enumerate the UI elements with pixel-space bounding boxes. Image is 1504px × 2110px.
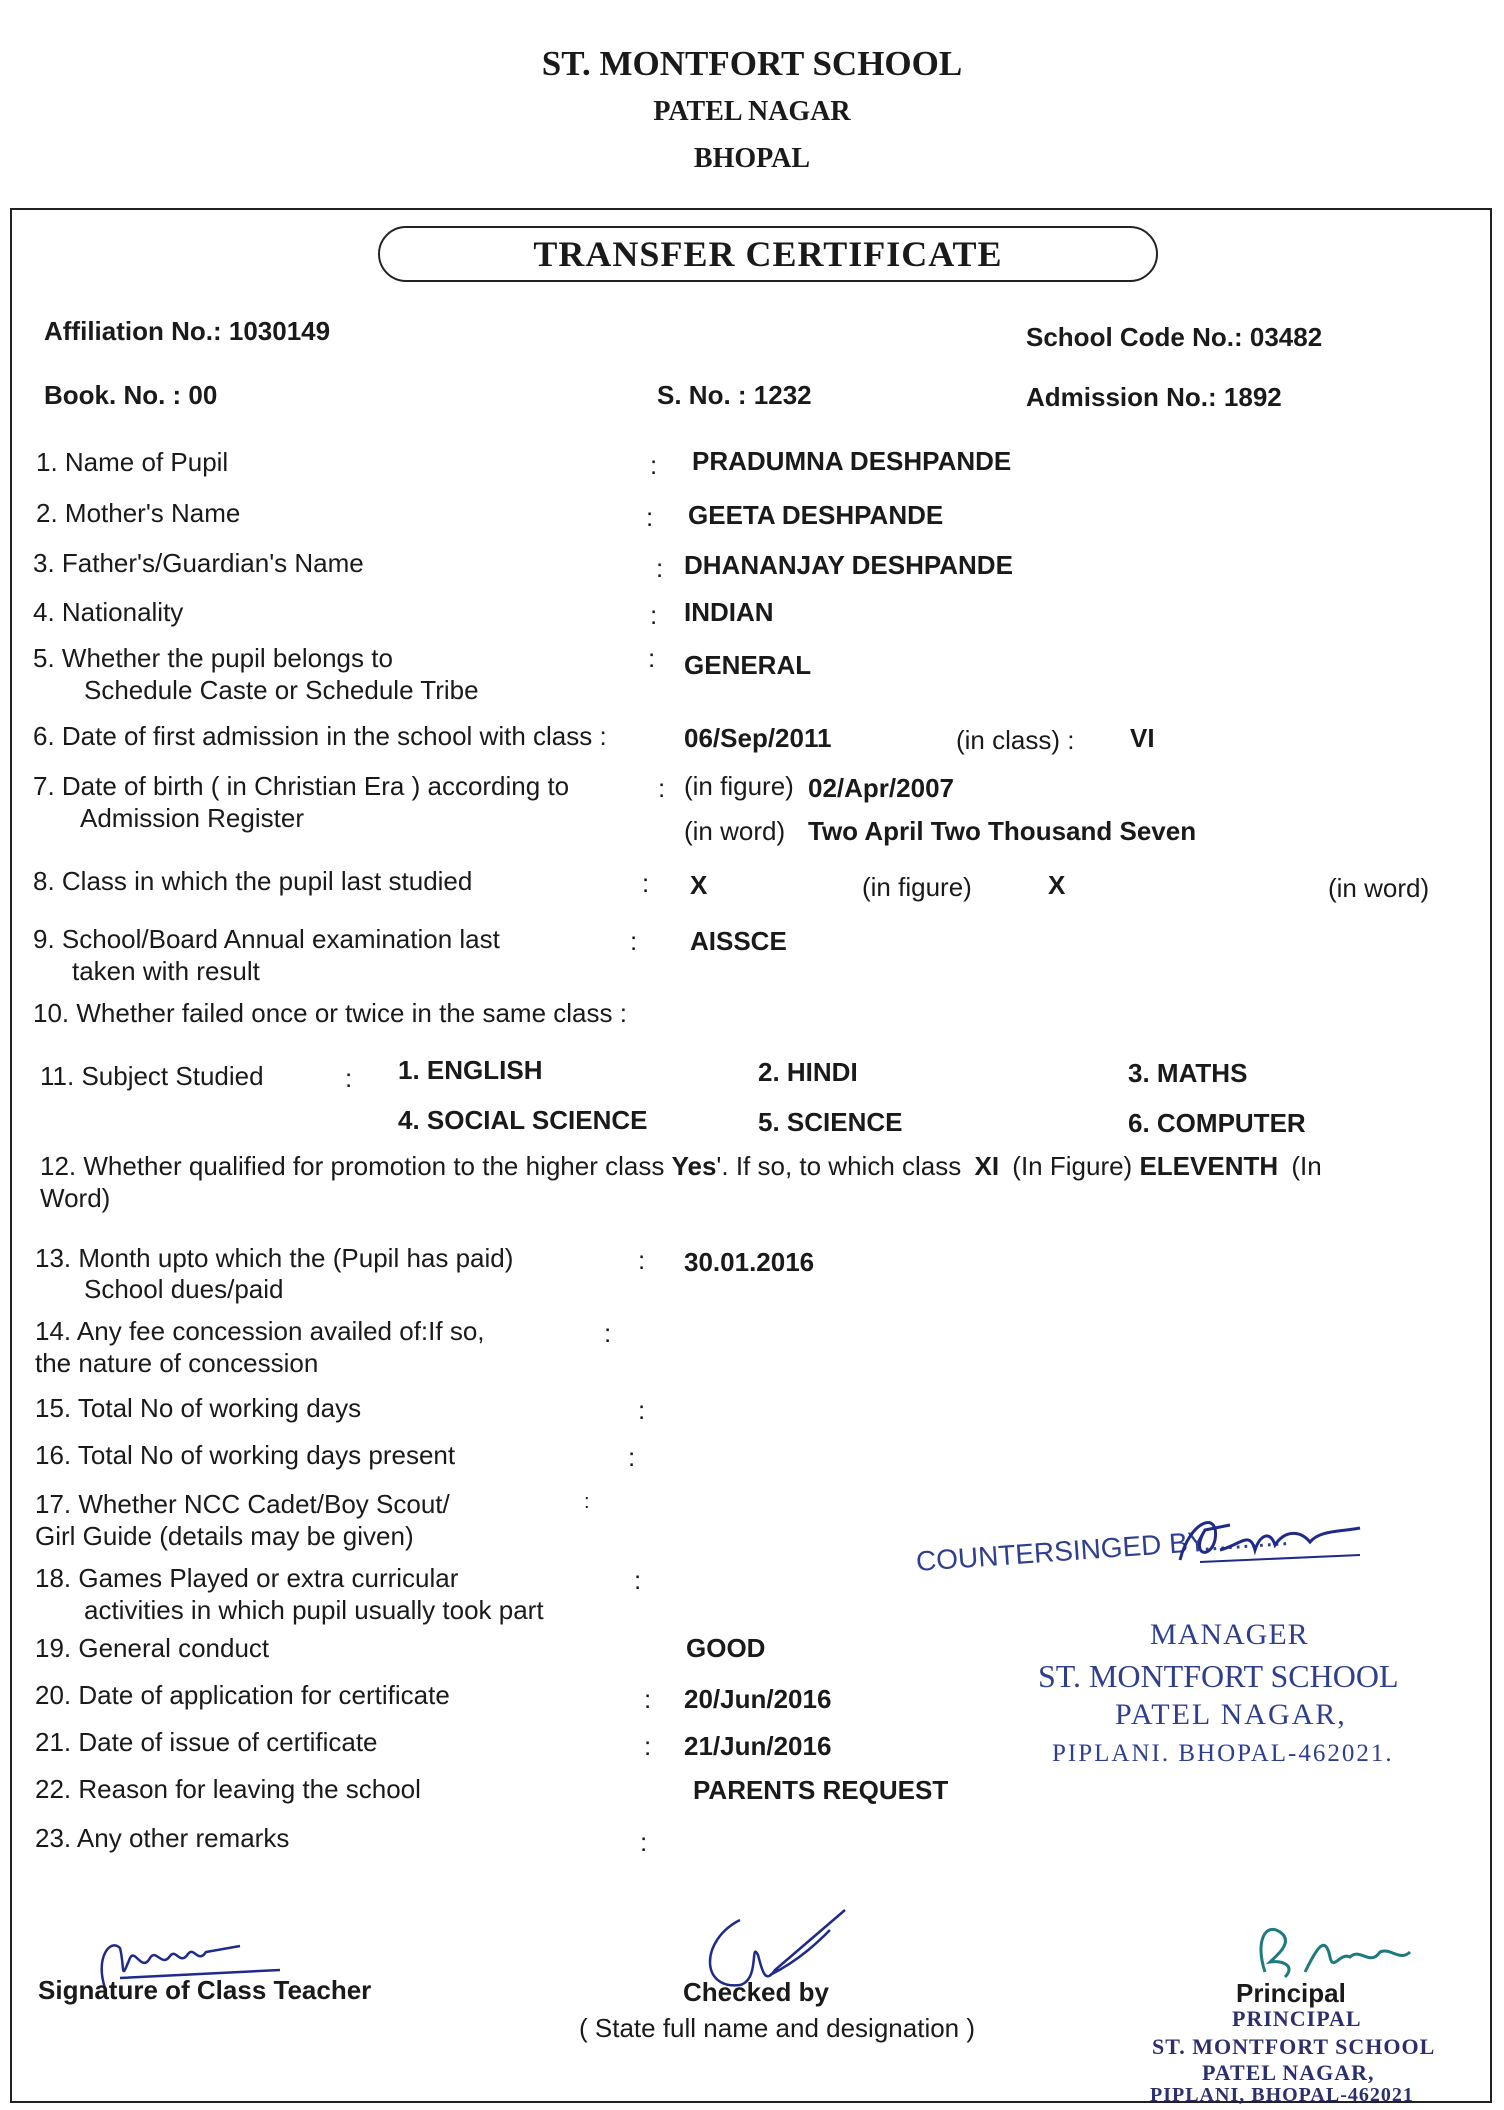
countersigned-dots: .......... <box>1209 1519 1290 1557</box>
subject-1: 1. ENGLISH <box>398 1055 543 1085</box>
school-city: BHOPAL <box>693 143 811 174</box>
first-admission-date: 06/Sep/2011 <box>684 723 832 753</box>
issue-date: 21/Jun/2016 <box>684 1731 832 1761</box>
dob-in-word-label: (in word) <box>684 816 786 846</box>
exam-result: AISSCE <box>690 926 787 956</box>
item-1-colon: : <box>650 450 658 480</box>
item-12-word: Word) <box>40 1183 111 1213</box>
dob-word: Two April Two Thousand Seven <box>808 816 1197 846</box>
item-3-label: 3. Father's/Guardian's Name <box>33 548 364 578</box>
item-11-colon: : <box>345 1063 353 1093</box>
item-12-label <box>40 1151 1322 1182</box>
item-9-label-cont: taken with result <box>72 956 260 986</box>
item-12-text-b: '. If so, to which class <box>716 1151 962 1181</box>
item-20-colon: : <box>644 1684 652 1714</box>
item-16-label: 16. Total No of working days present <box>35 1440 456 1470</box>
item-17-colon: : <box>584 1491 590 1513</box>
item-20-label: 20. Date of application for certificate <box>35 1680 450 1710</box>
manager-stamp-school: ST. MONTFORT SCHOOL <box>1038 1658 1399 1694</box>
item-10-label: 10. Whether failed once or twice in the same class : <box>33 998 627 1028</box>
item-5-label-cont: Schedule Caste or Schedule Tribe <box>84 675 479 705</box>
subject-6: 6. COMPUTER <box>1128 1108 1306 1138</box>
application-date: 20/Jun/2016 <box>684 1684 832 1714</box>
item-8-colon: : <box>642 868 650 898</box>
item-15-colon: : <box>638 1395 646 1425</box>
last-class-in-word-label: (in word) <box>1328 873 1430 903</box>
subject-4: 4. SOCIAL SCIENCE <box>398 1105 648 1135</box>
item-7-label: 7. Date of birth ( in Christian Era ) according to <box>33 771 570 801</box>
state-full-name-label: ( State full name and designation ) <box>579 2013 976 2043</box>
affiliation-no: Affiliation No.: 1030149 <box>44 316 331 346</box>
item-6-label: 6. Date of first admission in the school with class : <box>33 721 607 751</box>
item-14-label-cont: the nature of concession <box>35 1348 319 1378</box>
item-7-colon: : <box>658 773 666 803</box>
father-name: DHANANJAY DESHPANDE <box>684 550 1013 580</box>
school-name: ST. MONTFORT SCHOOL <box>541 44 963 83</box>
manager-stamp-area: PATEL NAGAR, <box>1115 1698 1347 1731</box>
last-class-in-figure-label: (in figure) <box>862 872 972 902</box>
item-14-label: 14. Any fee concession availed of:If so, <box>35 1316 485 1346</box>
item-2-colon: : <box>646 502 654 532</box>
item-12-in: (In <box>1291 1151 1322 1181</box>
item-5-label: 5. Whether the pupil belongs to <box>33 643 393 673</box>
item-9-colon: : <box>630 926 638 956</box>
dues-paid-month: 30.01.2016 <box>684 1247 815 1277</box>
countersigned-text: COUNTERSINGED BY. <box>915 1525 1212 1577</box>
item-23-label: 23. Any other remarks <box>35 1823 290 1853</box>
pupil-name: PRADUMNA DESHPANDE <box>692 446 1012 476</box>
item-15-label: 15. Total No of working days <box>35 1393 362 1423</box>
leaving-reason: PARENTS REQUEST <box>693 1775 949 1805</box>
item-18-label-cont: activities in which pupil usually took part <box>84 1595 544 1625</box>
item-4-label: 4. Nationality <box>33 597 184 627</box>
admission-no: Admission No.: 1892 <box>1026 382 1282 412</box>
item-13-label-cont: School dues/paid <box>84 1274 284 1304</box>
school-code-no: School Code No.: 03482 <box>1026 322 1323 352</box>
promotion-class-figure: XI <box>974 1151 1000 1181</box>
checked-by-label: Checked by <box>683 1977 829 2007</box>
certificate-title: TRANSFER CERTIFICATE <box>378 226 1158 282</box>
manager-stamp-address: PIPLANI. BHOPAL-462021. <box>1052 1740 1394 1767</box>
manager-signature <box>1160 1500 1380 1580</box>
general-conduct: GOOD <box>686 1633 766 1663</box>
subject-2: 2. HINDI <box>758 1057 858 1087</box>
principal-stamp-address: PIPLANI, BHOPAL-462021 <box>1150 2084 1414 2106</box>
principal-stamp-school: ST. MONTFORT SCHOOL <box>1152 2034 1436 2059</box>
promotion-yes: Yes <box>671 1151 717 1181</box>
item-2-label: 2. Mother's Name <box>36 498 241 528</box>
in-class-label: (in class) : <box>956 725 1075 755</box>
school-area: PATEL NAGAR <box>653 96 851 127</box>
item-23-colon: : <box>640 1827 648 1857</box>
caste-category: GENERAL <box>684 650 812 680</box>
subject-5: 5. SCIENCE <box>758 1107 903 1137</box>
item-11-label: 11. Subject Studied <box>40 1061 264 1091</box>
item-1-label: 1. Name of Pupil <box>36 447 229 477</box>
last-class-figure: X <box>690 870 708 900</box>
dob-in-figure-label: (in figure) <box>684 771 794 801</box>
item-14-colon: : <box>604 1318 612 1348</box>
principal-stamp-area: PATEL NAGAR, <box>1202 2060 1375 2085</box>
item-18-label: 18. Games Played or extra curricular <box>35 1563 459 1593</box>
item-19-label: 19. General conduct <box>35 1633 270 1663</box>
item-4-colon: : <box>650 600 658 630</box>
item-5-colon: : <box>648 643 656 673</box>
principal-stamp-title: PRINCIPAL <box>1232 2006 1362 2031</box>
dob-figure: 02/Apr/2007 <box>808 773 954 803</box>
manager-stamp-title: MANAGER <box>1150 1618 1309 1651</box>
item-8-label: 8. Class in which the pupil last studied <box>33 866 473 896</box>
item-3-colon: : <box>656 553 664 583</box>
book-no: Book. No. : 00 <box>44 380 218 410</box>
item-13-colon: : <box>638 1245 646 1275</box>
nationality: INDIAN <box>684 597 774 627</box>
item-21-colon: : <box>644 1731 652 1761</box>
admission-class: VI <box>1130 723 1155 753</box>
mother-name: GEETA DESHPANDE <box>688 500 944 530</box>
item-7-label-cont: Admission Register <box>80 803 304 833</box>
class-teacher-label: Signature of Class Teacher <box>38 1975 372 2005</box>
item-16-colon: : <box>628 1442 636 1472</box>
serial-no: S. No. : 1232 <box>657 380 812 410</box>
item-22-label: 22. Reason for leaving the school <box>35 1774 421 1804</box>
item-17-label-cont: Girl Guide (details may be given) <box>35 1521 414 1551</box>
last-class-word: X <box>1048 870 1066 900</box>
item-9-label: 9. School/Board Annual examination last <box>33 924 500 954</box>
principal-label: Principal <box>1236 1978 1346 2008</box>
item-21-label: 21. Date of issue of certificate <box>35 1727 378 1757</box>
promotion-class-word: ELEVENTH <box>1139 1151 1279 1181</box>
item-13-label: 13. Month upto which the (Pupil has paid) <box>35 1243 514 1273</box>
item-12-text-a: 12. Whether qualified for promotion to the higher class <box>40 1151 665 1181</box>
subject-3: 3. MATHS <box>1128 1058 1248 1088</box>
item-18-colon: : <box>634 1565 642 1595</box>
item-17-label: 17. Whether NCC Cadet/Boy Scout/ <box>35 1489 450 1519</box>
item-12-in-figure: (In Figure) <box>1012 1151 1133 1181</box>
